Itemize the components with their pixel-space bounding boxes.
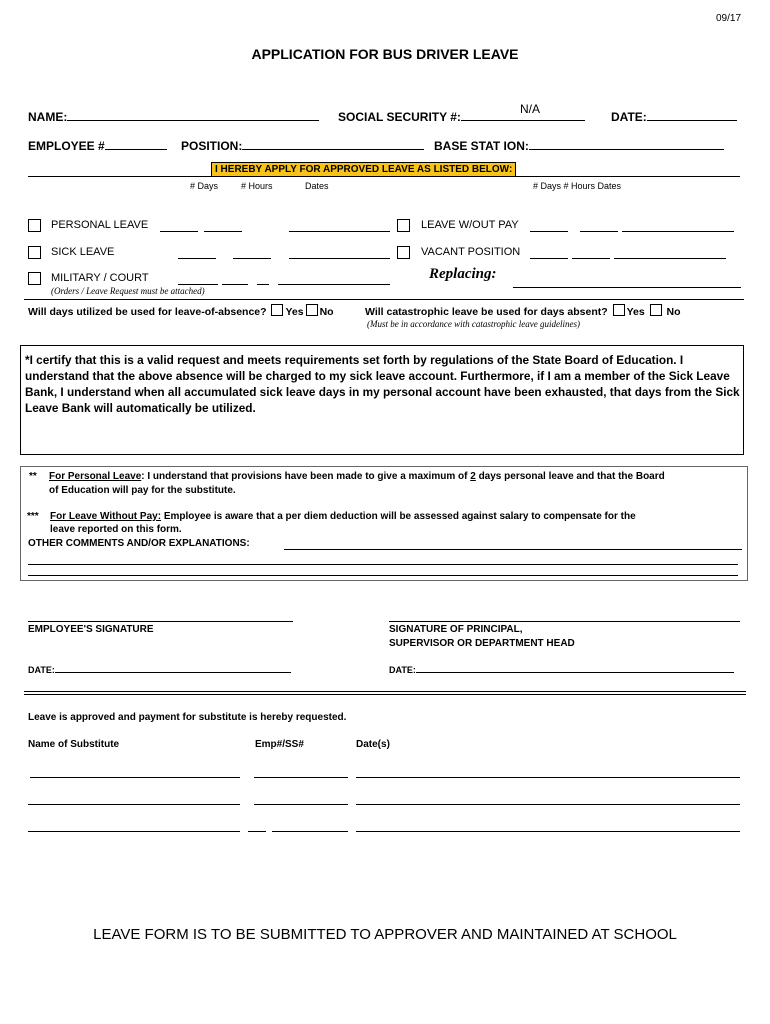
q1-yes-checkbox[interactable] — [271, 304, 283, 316]
date-line[interactable] — [647, 109, 737, 121]
replacing-line[interactable] — [513, 287, 741, 288]
name-label: NAME: — [28, 110, 68, 124]
substitute-emp-line-3[interactable] — [272, 831, 348, 832]
sick-days-line[interactable] — [178, 258, 216, 259]
other-comments-line-2[interactable] — [28, 564, 738, 565]
q2-no-label: No — [666, 306, 681, 318]
q2-yes-label: Yes — [626, 306, 645, 318]
other-comments-line-3[interactable] — [28, 575, 738, 576]
employee-date-label: DATE: — [28, 665, 55, 675]
vacant-position-checkbox[interactable] — [397, 246, 410, 259]
principal-signature-label-1: SIGNATURE OF PRINCIPAL, — [389, 624, 523, 635]
lwop-days-line[interactable] — [530, 231, 568, 232]
vacant-position-label: VACANT POSITION — [421, 246, 521, 258]
base-station-line[interactable] — [529, 138, 724, 150]
note-lwop-text-b: leave reported on this form. — [50, 524, 182, 535]
col-days-left: # Days — [190, 181, 219, 191]
leave-without-pay-checkbox[interactable] — [397, 219, 410, 232]
col-dates-left: Dates — [305, 181, 329, 191]
substitute-dates-line-2[interactable] — [356, 804, 740, 805]
principal-signature-line[interactable] — [389, 621, 740, 622]
q2-yes-checkbox[interactable] — [613, 304, 625, 316]
date-field[interactable] — [611, 109, 737, 124]
vacant-days-line[interactable] — [530, 258, 568, 259]
col-hours-left: # Hours — [241, 181, 273, 191]
submission-instruction: LEAVE FORM IS TO BE SUBMITTED TO APPROVER AND MAINTAINED AT SCHOOL — [93, 926, 677, 943]
q1-no-checkbox[interactable] — [306, 304, 318, 316]
military-mark-line[interactable] — [257, 284, 269, 285]
employee-signature-line[interactable] — [28, 621, 293, 622]
q2-text: Will catastrophic leave be used for days absent? — [365, 306, 608, 318]
military-note: (Orders / Leave Request must be attached) — [51, 286, 205, 296]
catastrophic-note: (Must be in accordance with catastrophic leave guidelines) — [367, 319, 581, 329]
employee-number-label: EMPLOYEE # — [28, 139, 105, 153]
note-personal-max-days: 2 — [470, 471, 476, 482]
substitute-name-line-2[interactable] — [28, 804, 240, 805]
personal-days-line[interactable] — [160, 231, 198, 232]
other-comments-label: OTHER COMMENTS AND/OR EXPLANATIONS: — [28, 538, 250, 549]
employee-number-line[interactable] — [105, 138, 167, 150]
form-title: APPLICATION FOR BUS DRIVER LEAVE — [251, 46, 519, 62]
note-lwop-text-a: Employee is aware that a per diem deduction will be assessed against salary to compensate for the — [161, 511, 636, 522]
substitute-mark-line-3[interactable] — [248, 831, 266, 832]
ssn-value: N/A — [520, 102, 541, 116]
q2-no-checkbox[interactable] — [650, 304, 662, 316]
note-lwop-title: For Leave Without Pay: — [50, 511, 162, 522]
note-lwop-mark: *** — [27, 511, 39, 522]
sick-leave-checkbox[interactable] — [28, 246, 41, 259]
revision-date: 09/17 — [716, 13, 742, 24]
military-days-line[interactable] — [178, 284, 218, 285]
position-line[interactable] — [242, 138, 424, 150]
vacant-dates-line[interactable] — [614, 258, 726, 259]
question-leave-of-absence — [28, 304, 334, 318]
name-line[interactable] — [67, 109, 319, 121]
base-station-field[interactable] — [434, 138, 724, 153]
substitute-dates-header: Date(s) — [356, 739, 390, 750]
lwop-hours-line[interactable] — [580, 231, 618, 232]
note-personal-text-c: of Education will pay for the substitute. — [49, 485, 236, 496]
lwop-dates-line[interactable] — [622, 231, 734, 232]
employee-date-line[interactable] — [55, 663, 291, 673]
principal-date-field[interactable] — [389, 663, 734, 675]
name-field[interactable] — [28, 109, 319, 124]
q1-text: Will days utilized be used for leave-of-absence? — [28, 306, 267, 318]
substitute-emp-line-1[interactable] — [254, 777, 348, 778]
col-headers-right: # Days # Hours Dates — [533, 181, 622, 191]
sick-dates-line[interactable] — [289, 258, 390, 259]
military-court-label: MILITARY / COURT — [51, 272, 149, 284]
ssn-label: SOCIAL SECURITY #: — [338, 110, 461, 124]
principal-date-label: DATE: — [389, 665, 416, 675]
note-personal-title: For Personal Leave — [49, 471, 142, 482]
approval-statement: Leave is approved and payment for substitute is hereby requested. — [28, 712, 347, 723]
date-label: DATE: — [611, 110, 647, 124]
personal-dates-line[interactable] — [289, 231, 390, 232]
position-label: POSITION: — [181, 139, 243, 153]
substitute-name-line-3[interactable] — [28, 831, 240, 832]
sick-leave-label: SICK LEAVE — [51, 246, 115, 258]
sick-hours-line[interactable] — [233, 258, 271, 259]
principal-date-line[interactable] — [416, 663, 734, 673]
military-dates-line[interactable] — [278, 284, 390, 285]
questions-top-rule — [24, 299, 744, 300]
vacant-hours-line[interactable] — [572, 258, 610, 259]
principal-signature-label-2: SUPERVISOR OR DEPARTMENT HEAD — [389, 638, 575, 649]
ssn-field[interactable] — [338, 109, 585, 124]
substitute-emp-header: Emp#/SS# — [255, 739, 304, 750]
question-catastrophic-leave — [365, 304, 681, 318]
personal-leave-label: PERSONAL LEAVE — [51, 219, 149, 231]
replacing-label: Replacing: — [429, 266, 497, 282]
substitute-dates-line-3[interactable] — [356, 831, 740, 832]
employee-date-field[interactable] — [28, 663, 291, 675]
position-field[interactable] — [181, 138, 424, 153]
note-personal-leave — [49, 471, 665, 482]
leave-without-pay-label: LEAVE W/OUT PAY — [421, 219, 519, 231]
military-hours-line[interactable] — [222, 284, 248, 285]
personal-hours-line[interactable] — [204, 231, 242, 232]
substitute-dates-line-1[interactable] — [356, 777, 740, 778]
note-personal-mark: ** — [29, 471, 37, 482]
employee-number-field[interactable] — [28, 138, 167, 153]
substitute-name-header: Name of Substitute — [28, 739, 120, 750]
note-personal-text-a: : I understand that provisions have been made to give a maximum of — [141, 471, 471, 482]
note-personal-text-b: days personal leave and that the Board — [475, 471, 665, 482]
note-leave-without-pay — [50, 511, 636, 522]
personal-leave-checkbox[interactable] — [28, 219, 41, 232]
employee-signature-label: EMPLOYEE'S SIGNATURE — [28, 624, 154, 635]
substitute-emp-line-2[interactable] — [254, 804, 348, 805]
military-court-checkbox[interactable] — [28, 272, 41, 285]
q1-no-label: No — [319, 306, 334, 318]
approval-divider — [24, 691, 746, 695]
base-station-label: BASE STAT ION: — [434, 139, 529, 153]
apply-banner: I HEREBY APPLY FOR APPROVED LEAVE AS LISTED BELOW: — [211, 162, 516, 177]
substitute-name-line-1[interactable] — [30, 777, 240, 778]
q1-yes-label: Yes — [285, 306, 304, 318]
other-comments-line-1[interactable] — [284, 549, 742, 550]
certification-text: *I certify that this is a valid request and meets requirements set forth by regulations of the State Board of Education. I understand that the above absence will be charged to my sick leave account. Furthermore, if I am a member of the Sick Leave Bank, I understand when all accumulated sick leave days in my personal account have been exhausted, that days from the Sick Leave Bank will automatically be utilized. — [25, 353, 740, 415]
